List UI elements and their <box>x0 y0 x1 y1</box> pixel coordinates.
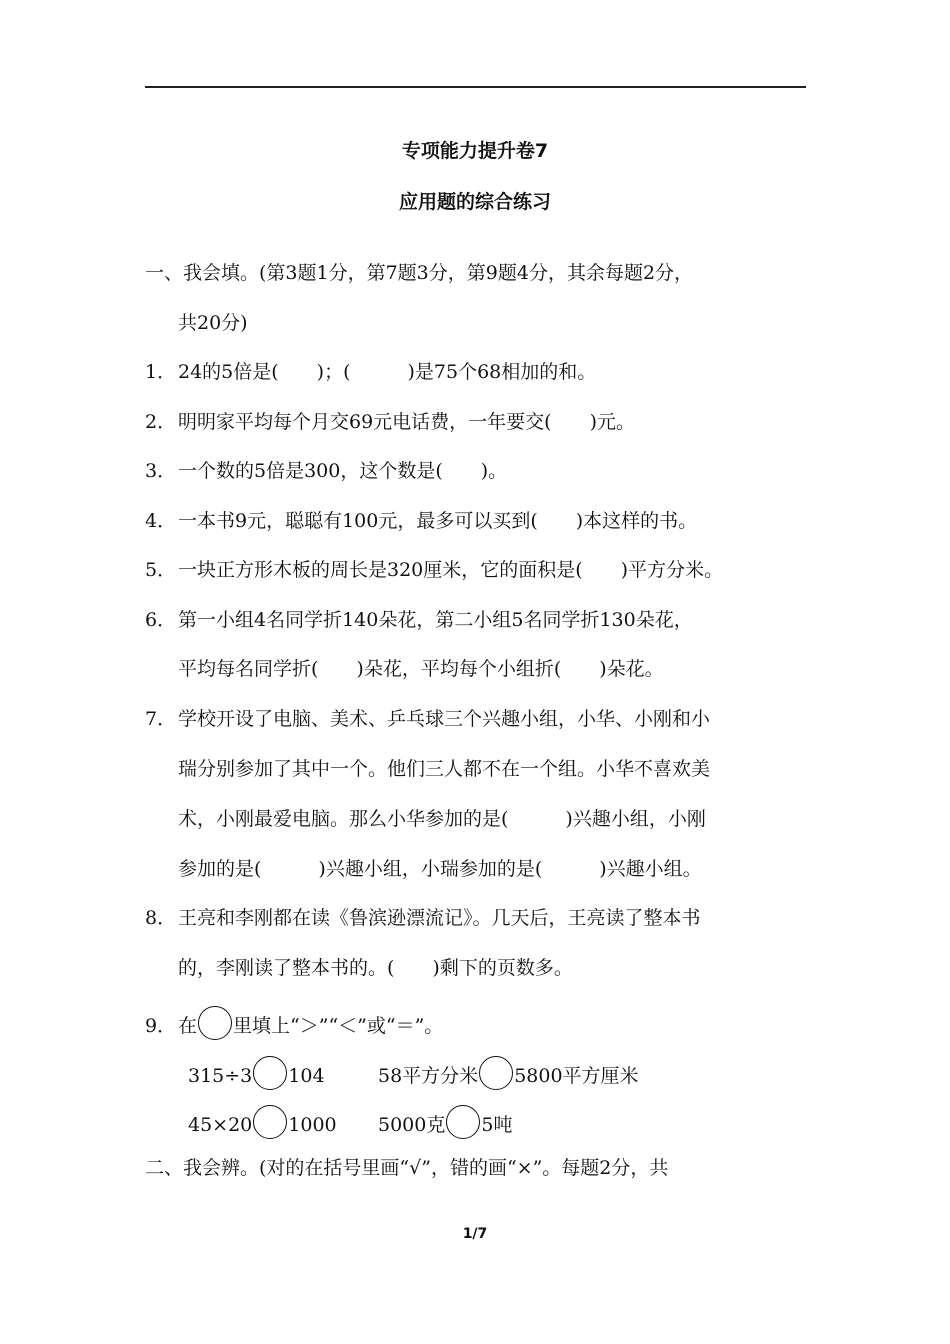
question-5: 5． 一块正方形木板的周长是320厘米，它的面积是( )平方分米。 <box>145 559 724 581</box>
question-3: 3． 一个数的5倍是300，这个数是( )。 <box>145 460 508 482</box>
comparison-item: 5000克 5吨 <box>378 1105 512 1139</box>
question-7-cont-3: 参加的是( )兴趣小组，小瑞参加的是( )兴趣小组。 <box>178 858 702 880</box>
question-4: 4． 一本书9元，聪聪有100元，最多可以买到( )本这样的书。 <box>145 510 698 532</box>
answer-circle[interactable] <box>479 1056 513 1090</box>
document-subtitle: 应用题的综合练习 <box>398 191 551 213</box>
question-7-cont-1: 瑞分别参加了其中一个。他们三人都不在一个组。小华不喜欢美 <box>178 758 711 780</box>
document-title: 专项能力提升卷7 <box>401 140 549 162</box>
page-number: 1/7 <box>462 1226 488 1242</box>
comparison-item: 45×20 1000 <box>188 1105 337 1139</box>
blank-circle-icon <box>198 1006 232 1040</box>
section1-heading: 一、我会填。(第3题1分，第7题3分，第9题4分，其余每题2分， <box>145 262 694 284</box>
answer-circle[interactable] <box>253 1105 287 1139</box>
question-7: 7． 学校开设了电脑、美术、乒乓球三个兴趣小组，小华、小刚和小 <box>145 708 711 730</box>
question-6: 6． 第一小组4名同学折140朵花，第二小组5名同学折130朵花， <box>145 609 693 631</box>
answer-circle[interactable] <box>253 1056 287 1090</box>
question-8: 8． 王亮和李刚都在读《鲁滨逊漂流记》。几天后，王亮读了整本书 <box>145 907 701 929</box>
question-8-cont: 的，李刚读了整本书的。( )剩下的页数多。 <box>178 957 573 979</box>
question-2: 2． 明明家平均每个月交69元电话费，一年要交( )元。 <box>145 411 636 433</box>
header-rule <box>145 86 806 88</box>
question-7-cont-2: 术，小刚最爱电脑。那么小华参加的是( )兴趣小组，小刚 <box>178 808 706 830</box>
question-9: 9． 在 里填上“＞”“＜”或“＝”。 <box>145 1006 443 1040</box>
comparison-item: 58平方分米 5800平方厘米 <box>378 1056 639 1090</box>
section2-heading: 二、我会辨。(对的在括号里画“√”，错的画“×”。每题2分，共 <box>145 1157 669 1179</box>
question-6-cont: 平均每名同学折( )朵花，平均每个小组折( )朵花。 <box>178 658 664 680</box>
section1-heading-cont: 共20分) <box>178 312 248 334</box>
comparison-item: 315÷3 104 <box>188 1056 325 1090</box>
question-1: 1． 24的5倍是( )；( )是75个68相加的和。 <box>145 361 597 383</box>
answer-circle[interactable] <box>446 1105 480 1139</box>
